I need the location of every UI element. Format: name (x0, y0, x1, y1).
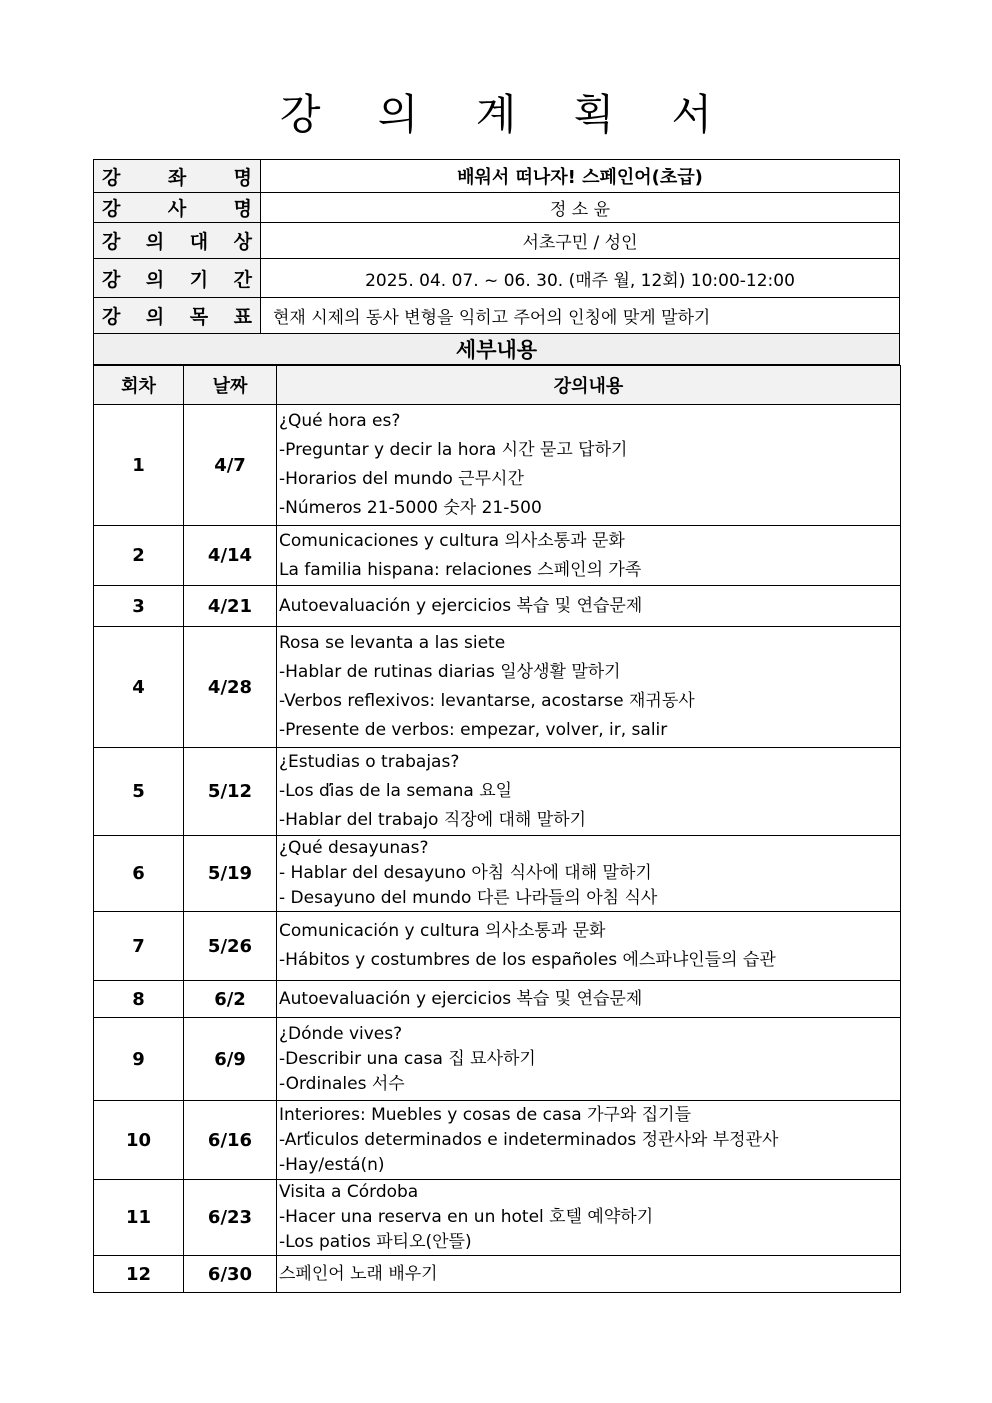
goal-label: 강 의 목 표 (94, 298, 261, 334)
session-content-line: -Los ďias de la semana 요일 (279, 781, 513, 801)
session-date: 6/23 (184, 1180, 277, 1256)
goal-value: 현재 시제의 동사 변형을 익히고 주어의 인칭에 맞게 말하기 (261, 298, 900, 334)
session-number: 9 (94, 1018, 184, 1101)
session-content-line: - Hablar del desayuno 아침 식사에 대해 말하기 (279, 863, 652, 883)
session-content-line: -Números 21-5000 숫자 21-500 (279, 498, 542, 518)
session-content (277, 981, 901, 1018)
info-row-target (94, 223, 900, 259)
session-date: 5/12 (184, 748, 277, 836)
page-title: 강 의 계 획 서 (279, 90, 735, 139)
info-row-period (94, 259, 900, 298)
session-content-line: Comunicación y cultura 의사소통과 문화 (279, 921, 606, 941)
session-row (94, 1101, 901, 1180)
session-content (277, 405, 901, 526)
session-row (94, 912, 901, 981)
session-content (277, 1180, 901, 1256)
session-number: 4 (94, 627, 184, 748)
column-header-content: 강의내용 (277, 366, 901, 405)
session-content-line: ¿Estudias o trabajas? (279, 752, 460, 772)
session-number: 6 (94, 836, 184, 912)
session-number: 8 (94, 981, 184, 1018)
session-content-line: -Los patios 파티오(안뜰) (279, 1232, 472, 1252)
session-date: 6/9 (184, 1018, 277, 1101)
session-number: 11 (94, 1180, 184, 1256)
course-name-value: 배워서 떠나자! 스페인어(초급) (261, 160, 900, 193)
target-value: 서초구민 / 성인 (261, 223, 900, 259)
session-date: 6/2 (184, 981, 277, 1018)
period-label: 강 의 기 간 (94, 259, 261, 298)
column-header-session: 회차 (94, 366, 184, 405)
session-content (277, 627, 901, 748)
session-content-line: - Desayuno del mundo 다른 나라들의 아침 식사 (279, 888, 658, 908)
target-label: 강 의 대 상 (94, 223, 261, 259)
session-content-line: -Arťiculos determinados e indeterminados 정관사와 부정관사 (279, 1129, 779, 1150)
session-content (277, 912, 901, 981)
session-content (277, 1018, 901, 1101)
session-row (94, 586, 901, 627)
session-content (277, 836, 901, 912)
session-number: 2 (94, 526, 184, 586)
session-content-line: -Ordinales 서수 (279, 1073, 405, 1094)
session-date: 4/28 (184, 627, 277, 748)
session-content-line: Visita a Córdoba (279, 1182, 419, 1202)
session-row (94, 526, 901, 586)
session-content (277, 1101, 901, 1180)
column-header-date: 날짜 (184, 366, 277, 405)
session-content-line: ¿Dónde vives? (279, 1023, 403, 1044)
session-date: 5/19 (184, 836, 277, 912)
info-row-goal (94, 298, 900, 334)
session-table-body (94, 405, 901, 1293)
session-number: 7 (94, 912, 184, 981)
session-row (94, 836, 901, 912)
session-date: 4/7 (184, 405, 277, 526)
session-content-line: -Preguntar y decir la hora 시간 묻고 답하기 (279, 440, 628, 460)
session-number: 10 (94, 1101, 184, 1180)
session-row (94, 748, 901, 836)
session-content-line: La familia hispana: relaciones 스페인의 가족 (279, 559, 642, 580)
session-row (94, 405, 901, 526)
session-content-line: -Hablar de rutinas diarias 일상생활 말하기 (279, 662, 621, 682)
session-number: 1 (94, 405, 184, 526)
session-date: 4/14 (184, 526, 277, 586)
session-content-line: Comunicaciones y cultura 의사소통과 문화 (279, 530, 625, 551)
session-date: 5/26 (184, 912, 277, 981)
session-content-line: -Horarios del mundo 근무시간 (279, 469, 524, 489)
session-content-line: Autoevaluación y ejercicios 복습 및 연습문제 (279, 595, 643, 616)
course-info-table (93, 159, 900, 365)
session-date: 6/30 (184, 1256, 277, 1293)
session-content-line: 스페인어 노래 배우기 (279, 1263, 438, 1284)
session-number: 5 (94, 748, 184, 836)
session-date: 4/21 (184, 586, 277, 627)
session-row (94, 1180, 901, 1256)
session-content-line: -Hablar del trabajo 직장에 대해 말하기 (279, 810, 587, 830)
section-header-row (94, 334, 900, 365)
session-row (94, 1256, 901, 1293)
info-row-course-name (94, 160, 900, 193)
session-content-line: -Hay/está(n) (279, 1154, 385, 1175)
info-row-instructor (94, 193, 900, 223)
session-content-line: -Presente de verbos: empezar, volver, ir, salir (279, 720, 668, 740)
session-table-header (94, 366, 901, 405)
session-content-line: ¿Qué desayunas? (279, 838, 429, 858)
session-row (94, 627, 901, 748)
session-content-line: Autoevaluación y ejercicios 복습 및 연습문제 (279, 988, 643, 1009)
session-content-line: -Describir una casa 집 묘사하기 (279, 1048, 536, 1069)
session-row (94, 1018, 901, 1101)
instructor-value: 정 소 윤 (261, 193, 900, 223)
session-row (94, 981, 901, 1018)
period-value: 2025. 04. 07. ~ 06. 30. (매주 월, 12회) 10:00-12:00 (261, 259, 900, 298)
session-content (277, 586, 901, 627)
session-content (277, 526, 901, 586)
course-name-label: 강 좌 명 (94, 160, 261, 193)
session-content-line: ¿Qué hora es? (279, 411, 401, 431)
session-content (277, 1256, 901, 1293)
session-content-line: -Verbos reflexivos: levantarse, acostarse 재귀동사 (279, 691, 695, 711)
section-title: 세부내용 (94, 334, 900, 365)
session-content (277, 748, 901, 836)
session-table (93, 365, 901, 1293)
session-content-line: -Hacer una reserva en un hotel 호텔 예약하기 (279, 1207, 654, 1227)
session-number: 12 (94, 1256, 184, 1293)
session-number: 3 (94, 586, 184, 627)
session-content-line: -Hábitos y costumbres de los españoles 에스파냐인들의 습관 (279, 950, 776, 970)
session-content-line: Rosa se levanta a las siete (279, 633, 506, 653)
instructor-label: 강 사 명 (94, 193, 261, 223)
session-date: 6/16 (184, 1101, 277, 1180)
session-content-line: Interiores: Muebles y cosas de casa 가구와 집기들 (279, 1104, 692, 1125)
